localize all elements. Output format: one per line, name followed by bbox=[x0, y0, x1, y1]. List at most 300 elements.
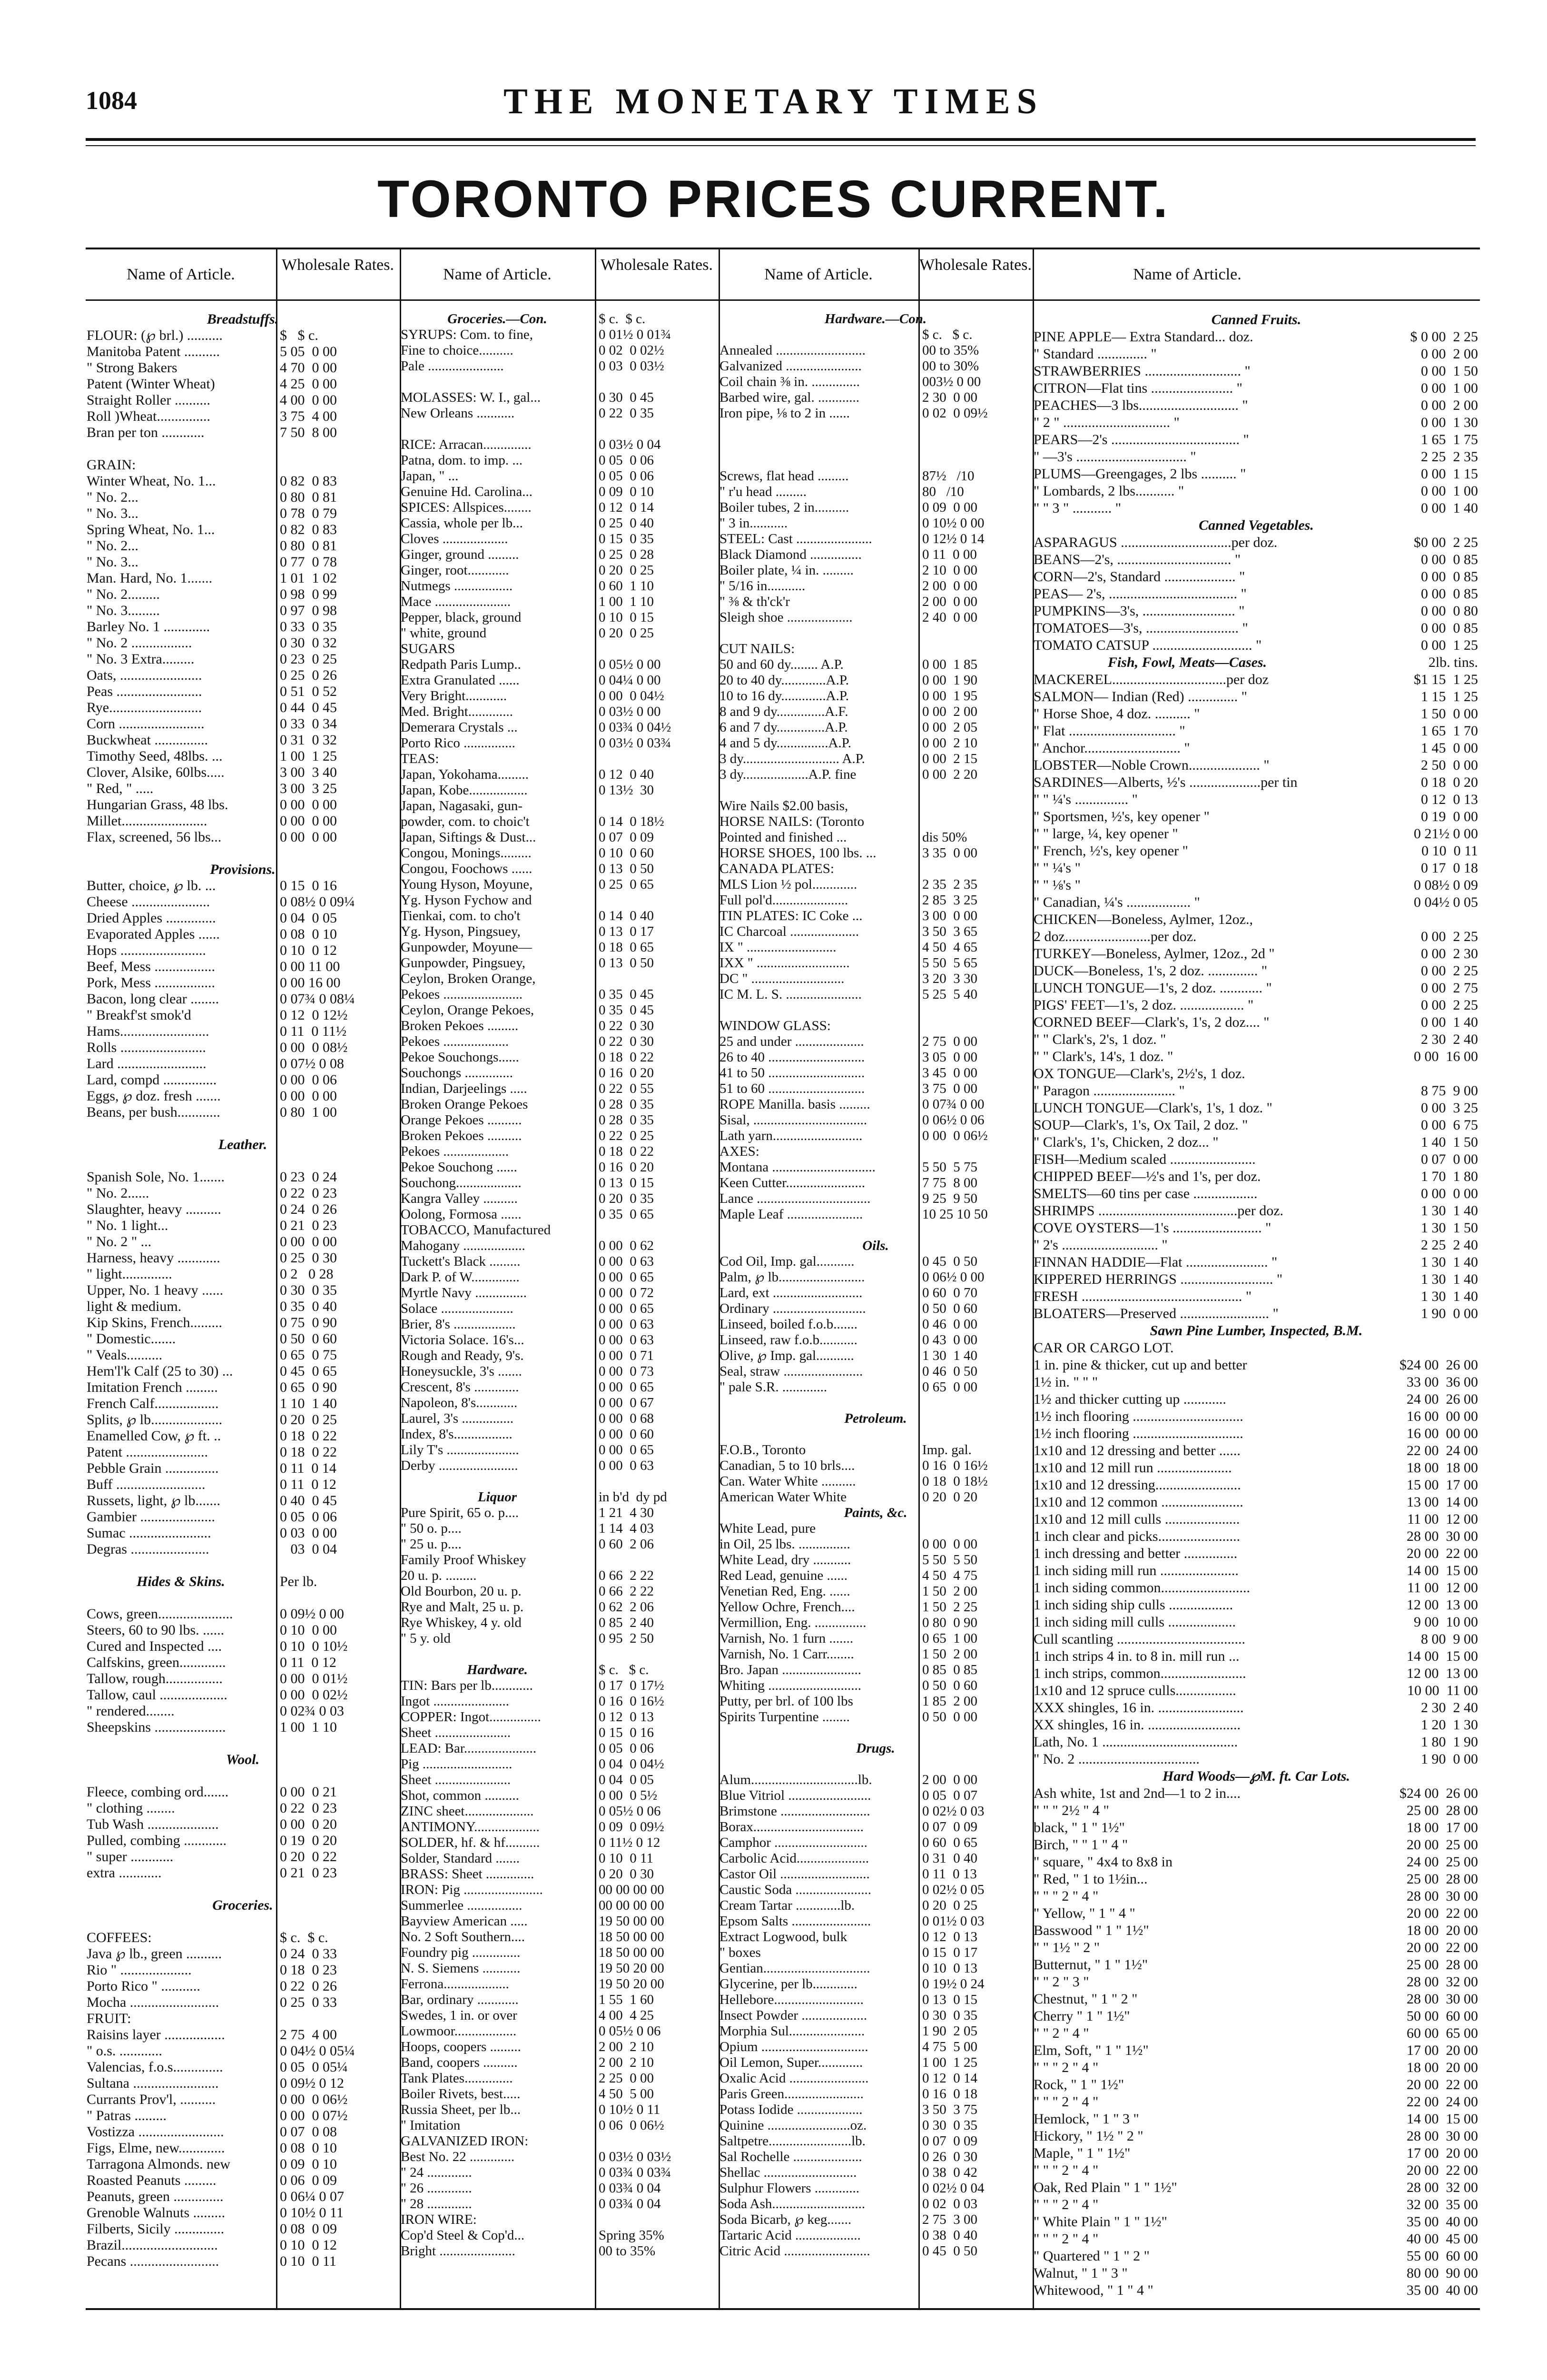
article-name: " No. 2......... bbox=[87, 586, 160, 602]
price-row bbox=[1033, 1648, 1480, 1665]
article-name: " pale S.R. ............. bbox=[719, 1379, 828, 1395]
article-name: IC Charcoal .................... bbox=[719, 924, 859, 939]
article-name: Tuckett's Black ......... bbox=[401, 1254, 521, 1269]
article-name: TEAS: bbox=[401, 751, 439, 766]
wholesale-rate: 1 65 1 75 bbox=[1421, 432, 1478, 447]
price-row bbox=[1033, 500, 1480, 517]
price-row bbox=[719, 1866, 1033, 1882]
article-name: Pointed and finished ... bbox=[719, 830, 847, 845]
article-name: 51 to 60 ............................ bbox=[719, 1081, 865, 1096]
article-name: Grenoble Walnuts ......... bbox=[87, 2205, 226, 2221]
article-name: IRON: Pig ....................... bbox=[401, 1882, 543, 1897]
wholesale-rate: 19 50 20 00 bbox=[599, 1976, 664, 1992]
price-row bbox=[1033, 1031, 1480, 1048]
price-row bbox=[400, 1992, 719, 2008]
price-row bbox=[1033, 791, 1480, 808]
article-name: Annealed .......................... bbox=[719, 343, 866, 358]
section-heading-label: Canned Fruits. bbox=[1211, 312, 1301, 327]
wholesale-rate: 0 03 0 03½ bbox=[599, 358, 664, 374]
article-name: Chestnut, " 1 " 2 " bbox=[1034, 1991, 1138, 2007]
wholesale-rate: 0 11 0 00 bbox=[922, 547, 977, 562]
article-name: Young Hyson, Moyune, bbox=[401, 877, 533, 892]
article-name: Rock, " 1 " 1½" bbox=[1034, 2077, 1124, 2092]
price-row bbox=[400, 2133, 719, 2149]
price-row bbox=[719, 327, 1033, 343]
wholesale-rate: 2 35 2 35 bbox=[922, 877, 977, 892]
article-name: Degras ...................... bbox=[87, 1541, 209, 1557]
wholesale-rate: 0 15 0 16 bbox=[599, 1725, 654, 1740]
wholesale-rate: dis 50% bbox=[922, 830, 967, 845]
article-name: " Strong Bakers bbox=[87, 360, 177, 376]
wholesale-rate: 0 00 0 85 bbox=[1421, 586, 1478, 602]
section-heading bbox=[719, 1505, 1033, 1521]
article-name: Bar, ordinary ............ bbox=[401, 1992, 519, 2007]
price-row bbox=[719, 1976, 1033, 1992]
article-name: Kangra Valley .......... bbox=[401, 1191, 518, 1206]
wholesale-rate: 0 15 0 17 bbox=[922, 1945, 977, 1960]
section-heading bbox=[86, 1137, 400, 1153]
wholesale-rate: 0 16 0 16½ bbox=[599, 1694, 664, 1709]
price-row bbox=[1033, 1905, 1480, 1922]
price-row bbox=[86, 1735, 400, 1752]
article-name: Tienkai, com. to cho't bbox=[401, 908, 521, 923]
price-row bbox=[1033, 1699, 1480, 1716]
price-row bbox=[1033, 1871, 1480, 1888]
price-row bbox=[1033, 1836, 1480, 1854]
price-row bbox=[719, 1191, 1033, 1207]
price-row bbox=[1033, 2093, 1480, 2111]
wholesale-rate: 4 00 0 00 bbox=[280, 392, 337, 408]
article-name: CUT NAILS: bbox=[719, 641, 795, 656]
article-name: Cloves ................... bbox=[401, 531, 508, 546]
price-row bbox=[1033, 860, 1480, 877]
price-row bbox=[1033, 843, 1480, 860]
wholesale-rate: 0 16 0 18 bbox=[922, 2086, 977, 2102]
wholesale-rate: 0 82 0 83 bbox=[280, 522, 337, 537]
article-name: 25 and under .................... bbox=[719, 1034, 864, 1049]
article-name: Patent ....................... bbox=[87, 1444, 208, 1460]
price-row bbox=[719, 2039, 1033, 2055]
article-name: HORSE SHOES, 100 lbs. ... bbox=[719, 845, 877, 861]
wholesale-rate: 24 00 25 00 bbox=[1407, 1854, 1478, 1870]
wholesale-rate: 0 00 0 63 bbox=[599, 1332, 654, 1348]
wholesale-rate: 0 02¾ 0 03 bbox=[280, 1703, 344, 1719]
wholesale-rate: 0 00 2 30 bbox=[1421, 946, 1478, 962]
wholesale-rate: 2 00 0 00 bbox=[922, 1772, 977, 1787]
wholesale-rate: 1 21 4 30 bbox=[599, 1505, 654, 1520]
wholesale-rate: 00 to 30% bbox=[922, 358, 979, 374]
publication-title: THE MONETARY TIMES bbox=[503, 81, 1044, 121]
header-wholesale-rates: Wholesale Rates. bbox=[919, 256, 1032, 274]
wholesale-rate: 9 00 10 00 bbox=[1414, 1614, 1478, 1630]
price-row bbox=[400, 924, 719, 940]
price-row bbox=[400, 1914, 719, 1929]
article-name: TOBACCO, Manufactured bbox=[401, 1222, 551, 1238]
price-row bbox=[719, 1694, 1033, 1709]
price-row bbox=[400, 2149, 719, 2165]
wholesale-rate: 0 07¾ 0 08¼ bbox=[280, 991, 355, 1007]
price-row bbox=[719, 2071, 1033, 2086]
wholesale-rate: 1 50 2 00 bbox=[922, 1646, 977, 1662]
article-name: TIN: Bars per lb............ bbox=[401, 1678, 533, 1693]
article-name: Spanish Sole, No. 1....... bbox=[87, 1169, 225, 1185]
wholesale-rate: 0 02 0 03 bbox=[922, 2196, 977, 2211]
wholesale-rate: 0 65 0 00 bbox=[922, 1379, 977, 1395]
price-row bbox=[719, 1819, 1033, 1835]
wholesale-rate: 1 90 2 05 bbox=[922, 2023, 977, 2039]
price-row bbox=[400, 1160, 719, 1175]
article-name: Pig .......................... bbox=[401, 1756, 512, 1772]
wholesale-rate: 0 38 0 42 bbox=[922, 2165, 977, 2180]
article-name: Java ℘ lb., green .......... bbox=[87, 1946, 222, 1962]
wholesale-rate: 0 12 0 14 bbox=[922, 2071, 977, 2086]
wholesale-rate: 00 00 00 00 bbox=[599, 1882, 664, 1897]
price-row bbox=[86, 926, 400, 942]
price-row bbox=[86, 1541, 400, 1557]
wholesale-rate: $24 00 26 00 bbox=[1399, 1785, 1478, 1801]
price-row bbox=[86, 2221, 400, 2237]
article-name: IX " .......................... bbox=[719, 940, 837, 955]
wholesale-rate: 1 30 1 40 bbox=[1421, 1289, 1478, 1304]
price-row bbox=[719, 1348, 1033, 1364]
wholesale-rate: 0 00 2 00 bbox=[922, 704, 977, 719]
price-row bbox=[1033, 894, 1480, 911]
article-name: " " " 2 " 4 " bbox=[1034, 2231, 1099, 2247]
wholesale-rate: 0 09 0 10 bbox=[599, 484, 654, 499]
price-row bbox=[400, 1599, 719, 1615]
wholesale-rate: 0 65 0 75 bbox=[280, 1347, 337, 1363]
price-row bbox=[1033, 568, 1480, 585]
wholesale-rate: 0 18 0 23 bbox=[280, 1962, 337, 1978]
wholesale-rate: 0 12 0 13 bbox=[922, 1929, 977, 1944]
price-row bbox=[719, 437, 1033, 453]
price-row bbox=[1033, 1614, 1480, 1631]
article-name: Ingot ...................... bbox=[401, 1694, 509, 1709]
wholesale-rate: 0 00 2 00 bbox=[1421, 346, 1478, 362]
article-name: Crescent, 8's ............. bbox=[401, 1379, 519, 1395]
wholesale-rate: 0 75 0 90 bbox=[280, 1315, 337, 1330]
wholesale-rate: 2 25 0 00 bbox=[599, 2071, 654, 2086]
article-name: 1x10 and 12 spruce culls................. bbox=[1034, 1683, 1236, 1698]
article-name: Wire Nails $2.00 basis, bbox=[719, 798, 848, 813]
wholesale-rate: $1 15 1 25 bbox=[1414, 672, 1478, 687]
section-heading-label: Hard Woods—℘M. ft. Car Lots. bbox=[1162, 1768, 1350, 1784]
article-name: Castor Oil .......................... bbox=[719, 1866, 870, 1882]
wholesale-rate: 0 12 0 13 bbox=[599, 1709, 654, 1725]
article-name: Keen Cutter....................... bbox=[719, 1175, 866, 1190]
article-name: 10 to 16 dy.............A.P. bbox=[719, 688, 849, 704]
article-name: Timothy Seed, 48lbs. ... bbox=[87, 748, 223, 764]
price-row bbox=[400, 814, 719, 830]
wholesale-rate: 0 80 0 81 bbox=[280, 489, 337, 505]
wholesale-rate: 0 14 0 40 bbox=[599, 908, 654, 923]
article-name: Cured and Inspected .... bbox=[87, 1638, 222, 1654]
wholesale-rate: 0 22 0 26 bbox=[280, 1978, 337, 1994]
wholesale-rate: 0 00 0 80 bbox=[1421, 603, 1478, 619]
wholesale-rate: 0 18 0 22 bbox=[599, 1050, 654, 1065]
article-name: AXES: bbox=[719, 1144, 759, 1159]
article-name: black, " 1 " 1½" bbox=[1034, 1820, 1125, 1835]
price-row bbox=[719, 406, 1033, 421]
price-row bbox=[86, 2092, 400, 2108]
price-row bbox=[1033, 1751, 1480, 1768]
article-name: Brazil........................... bbox=[87, 2237, 218, 2253]
article-name: Sal Rochelle .................... bbox=[719, 2149, 862, 2164]
article-name: " Veals.......... bbox=[87, 1347, 163, 1363]
price-row bbox=[86, 2075, 400, 2092]
page-title: TORONTO PRICES CURRENT. bbox=[377, 170, 1170, 228]
price-row bbox=[1033, 740, 1480, 757]
article-name: Ferrona................... bbox=[401, 1976, 509, 1992]
wholesale-rate: 0 33 0 34 bbox=[280, 716, 337, 732]
wholesale-rate: 40 00 45 00 bbox=[1407, 2231, 1478, 2247]
wholesale-rate: 0 04 0 05 bbox=[599, 1772, 654, 1787]
price-row bbox=[400, 1694, 719, 1709]
article-name: Solder, Standard ....... bbox=[401, 1851, 520, 1866]
wholesale-rate: 00 to 35% bbox=[922, 343, 979, 358]
article-name: Lard ......................... bbox=[87, 1056, 207, 1071]
article-name: Gunpowder, Pingsuey, bbox=[401, 955, 525, 971]
price-row bbox=[86, 716, 400, 732]
article-name: Roasted Peanuts ......... bbox=[87, 2172, 217, 2188]
article-name: 50 and 60 dy........ A.P. bbox=[719, 657, 844, 672]
price-row bbox=[1033, 1134, 1480, 1151]
article-name: Gentian............................... bbox=[719, 1961, 870, 1976]
wholesale-rate: 14 00 15 00 bbox=[1407, 2111, 1478, 2127]
price-row bbox=[86, 554, 400, 570]
article-name: Pekoe Souchongs...... bbox=[401, 1050, 519, 1065]
section-heading bbox=[1033, 1322, 1480, 1339]
article-name: Broken Orange Pekoes bbox=[401, 1097, 528, 1112]
article-name: TURKEY—Boneless, Aylmer, 12oz., 2d " bbox=[1034, 946, 1275, 962]
article-name: Hops ........................ bbox=[87, 942, 206, 958]
price-row bbox=[1033, 945, 1480, 962]
price-row bbox=[400, 955, 719, 971]
article-name: Lily T's ..................... bbox=[401, 1442, 519, 1458]
article-name: " No. 2 .................................. bbox=[1034, 1751, 1200, 1767]
wholesale-rate: 0 00 0 73 bbox=[599, 1364, 654, 1379]
price-row bbox=[1033, 1631, 1480, 1648]
wholesale-rate: 1 00 1 10 bbox=[280, 1719, 337, 1735]
wholesale-rate: 28 00 32 00 bbox=[1407, 2180, 1478, 2195]
wholesale-rate: 0 07 0 09 bbox=[922, 2133, 977, 2149]
price-row bbox=[719, 2008, 1033, 2023]
article-name: Cop'd Steel & Cop'd... bbox=[401, 2228, 525, 2243]
wholesale-rate: 0 08 0 09 bbox=[280, 2221, 337, 2237]
section-heading-label: Leather. bbox=[218, 1137, 267, 1152]
price-row bbox=[719, 2228, 1033, 2243]
article-name: " " " 2 " 4 " bbox=[1034, 1888, 1099, 1904]
wholesale-rate: 20 00 22 00 bbox=[1407, 1546, 1478, 1561]
price-row bbox=[86, 2011, 400, 2027]
wholesale-rate: 0 19½ 0 24 bbox=[922, 1976, 985, 1992]
wholesale-rate: 0 30 0 45 bbox=[599, 390, 654, 405]
price-row bbox=[1033, 1597, 1480, 1614]
article-name: " " " 2 " 4 " bbox=[1034, 2197, 1099, 2212]
price-row bbox=[1033, 1117, 1480, 1134]
section-heading-label: Provisions. bbox=[210, 862, 276, 877]
price-row bbox=[719, 2055, 1033, 2071]
article-name: Mahogany .................. bbox=[401, 1238, 525, 1253]
price-row bbox=[400, 1081, 719, 1097]
article-name: Gunpowder, Moyune— bbox=[401, 940, 532, 955]
article-name: BEANS—2's, ................................ " bbox=[1034, 552, 1241, 567]
article-name: extra ............ bbox=[87, 1865, 162, 1881]
article-name: CHICKEN—Boneless, Aylmer, 12oz., bbox=[1034, 912, 1253, 927]
price-row bbox=[719, 830, 1033, 845]
wholesale-rate: 0 07¾ 0 00 bbox=[922, 1097, 985, 1112]
price-row bbox=[1033, 2265, 1480, 2282]
price-row bbox=[400, 1379, 719, 1395]
wholesale-rate: 0 18 0 65 bbox=[599, 940, 654, 955]
article-name: " " 3 " ........... " bbox=[1034, 500, 1121, 516]
article-name: Iron pipe, ⅛ to 2 in ...... bbox=[719, 406, 850, 421]
article-name: LUNCH TONGUE—1's, 2 doz. ............ " bbox=[1034, 980, 1272, 996]
price-row bbox=[719, 1018, 1033, 1034]
article-name: Buckwheat ............... bbox=[87, 732, 208, 748]
article-name: Ceylon, Broken Orange, bbox=[401, 971, 536, 986]
price-row bbox=[86, 1007, 400, 1023]
wholesale-rate: 0 00 0 65 bbox=[599, 1301, 654, 1316]
wholesale-rate: 0 00 0 06½ bbox=[922, 1128, 988, 1143]
wholesale-rate: 7 75 8 00 bbox=[922, 1175, 977, 1190]
article-name: " 28 ............. bbox=[401, 2196, 472, 2211]
wholesale-rate: 0 00 1 30 bbox=[1421, 415, 1478, 430]
price-row bbox=[400, 2008, 719, 2023]
wholesale-rate: 0 44 0 45 bbox=[280, 700, 337, 715]
wholesale-rate: 1 01 1 02 bbox=[280, 570, 337, 586]
article-name: 1 inch siding common......................... bbox=[1034, 1580, 1250, 1596]
wholesale-rate: 0 50 0 60 bbox=[922, 1301, 977, 1316]
price-row bbox=[1033, 911, 1480, 928]
article-name: Barley No. 1 ............. bbox=[87, 619, 210, 635]
price-row bbox=[86, 797, 400, 813]
article-name: Varnish, No. 1 furn ....... bbox=[719, 1631, 854, 1646]
price-row bbox=[719, 500, 1033, 516]
article-name: Extract Logwood, bulk bbox=[719, 1929, 847, 1944]
price-row bbox=[1033, 2162, 1480, 2179]
article-name: Pork, Mess ................. bbox=[87, 975, 216, 991]
price-row bbox=[719, 735, 1033, 751]
price-row bbox=[400, 2023, 719, 2039]
wholesale-rate: 0 00 1 95 bbox=[922, 688, 977, 704]
article-name: " o.s. ............ bbox=[87, 2043, 162, 2059]
article-name: Pale ...................... bbox=[401, 358, 504, 374]
price-row bbox=[86, 748, 400, 764]
wholesale-rate: 0 11 0 12 bbox=[280, 1477, 336, 1492]
article-name: Tallow, rough................ bbox=[87, 1671, 223, 1686]
price-row bbox=[400, 2181, 719, 2196]
section-heading-label: Liquor bbox=[477, 1489, 517, 1505]
wholesale-rate: 0 10½ 0 11 bbox=[280, 2205, 344, 2221]
article-name: Napoleon, 8's............ bbox=[401, 1395, 518, 1410]
price-row bbox=[1033, 1305, 1480, 1322]
price-row bbox=[86, 2124, 400, 2140]
wholesale-rate: 0 11 0 13 bbox=[922, 1866, 977, 1882]
article-name: Putty, per brl. of 100 lbs bbox=[719, 1694, 853, 1709]
price-row bbox=[719, 657, 1033, 673]
article-name: 1x10 and 12 mill culls ..................... bbox=[1034, 1511, 1240, 1527]
wholesale-rate: 0 65 1 00 bbox=[922, 1631, 977, 1646]
wholesale-rate: 1 50 0 00 bbox=[1421, 706, 1478, 722]
article-name: Rye.......................... bbox=[87, 700, 202, 715]
article-name: IRON WIRE: bbox=[401, 2212, 477, 2227]
wholesale-rate: 0 28 0 35 bbox=[599, 1097, 654, 1112]
price-row bbox=[719, 1317, 1033, 1332]
header-rule-thin bbox=[86, 145, 1476, 146]
article-name: Opium ............................... bbox=[719, 2039, 868, 2054]
wholesale-rate: 0 10½ 0 11 bbox=[599, 2102, 660, 2117]
article-name: OX TONGUE—Clark's, 2½'s, 1 doz. bbox=[1034, 1066, 1245, 1081]
section-heading-label: Hardware. bbox=[466, 1662, 528, 1677]
price-row bbox=[400, 1835, 719, 1851]
price-row bbox=[1033, 1854, 1480, 1871]
price-row bbox=[719, 673, 1033, 688]
wholesale-rate: 0 05½ 0 06 bbox=[599, 2023, 661, 2039]
article-name: XX shingles, 16 in. .......................... bbox=[1034, 1717, 1241, 1733]
price-row bbox=[719, 1128, 1033, 1144]
article-name: Japan, " ... bbox=[401, 468, 459, 484]
price-row bbox=[86, 1930, 400, 1946]
article-name: Sultana ........................ bbox=[87, 2075, 219, 2091]
article-name: Boiler plate, ¼ in. ......... bbox=[719, 563, 854, 578]
article-name: " " 2 " 3 " bbox=[1034, 1974, 1089, 1990]
prices-table bbox=[86, 248, 1480, 2310]
price-row bbox=[719, 704, 1033, 720]
article-name: Bright ...................... bbox=[401, 2243, 515, 2259]
wholesale-rate: 18 50 00 00 bbox=[599, 1929, 664, 1944]
article-name: " No. 3......... bbox=[87, 603, 160, 618]
wholesale-rate: 1 50 2 25 bbox=[922, 1599, 977, 1615]
wholesale-rate: 0 30 0 35 bbox=[922, 2008, 977, 2023]
price-row bbox=[86, 2140, 400, 2156]
wholesale-rate: 0 13 0 50 bbox=[599, 861, 654, 876]
wholesale-rate: 0 45 0 65 bbox=[280, 1363, 337, 1379]
wholesale-rate: 0 00 1 90 bbox=[922, 673, 977, 688]
price-row bbox=[86, 1703, 400, 1719]
price-row bbox=[400, 2086, 719, 2102]
price-row bbox=[719, 1175, 1033, 1191]
wholesale-rate: 0 00 0 00 bbox=[280, 797, 337, 813]
wholesale-rate: 0 51 0 52 bbox=[280, 684, 337, 699]
price-row bbox=[719, 877, 1033, 892]
article-name: " French, ½'s, key opener " bbox=[1034, 843, 1188, 859]
article-name: Dark P. of W.............. bbox=[401, 1269, 520, 1285]
article-name: Tub Wash .................... bbox=[87, 1816, 219, 1832]
wholesale-rate: 0 17 0 18 bbox=[1421, 860, 1478, 876]
wholesale-rate: 0 00 0 5½ bbox=[599, 1788, 658, 1803]
article-name: " " " 2 " 4 " bbox=[1034, 2094, 1099, 2110]
price-row bbox=[719, 1678, 1033, 1694]
price-row bbox=[400, 2196, 719, 2212]
price-row bbox=[400, 516, 719, 531]
price-row bbox=[1033, 2128, 1480, 2145]
price-row bbox=[719, 1929, 1033, 1945]
article-name: Cherry " 1 " 1½" bbox=[1034, 2008, 1130, 2024]
wholesale-rate: 1 00 1 25 bbox=[280, 748, 337, 764]
article-name: Japan, Yokohama......... bbox=[401, 767, 529, 782]
wholesale-rate: 0 12½ 0 14 bbox=[922, 531, 985, 546]
article-name: Butter, choice, ℘ lb. ... bbox=[87, 878, 216, 893]
article-name: 1 inch clear and picks....................... bbox=[1034, 1528, 1241, 1544]
article-name: Palm, ℘ lb......................... bbox=[719, 1269, 865, 1285]
article-name: Citric Acid ......................... bbox=[719, 2243, 870, 2259]
price-row bbox=[1033, 2008, 1480, 2025]
price-row bbox=[86, 764, 400, 781]
article-name: Peanuts, green .............. bbox=[87, 2189, 224, 2204]
article-name: " Patras ......... bbox=[87, 2108, 167, 2123]
price-row bbox=[1033, 1973, 1480, 1991]
